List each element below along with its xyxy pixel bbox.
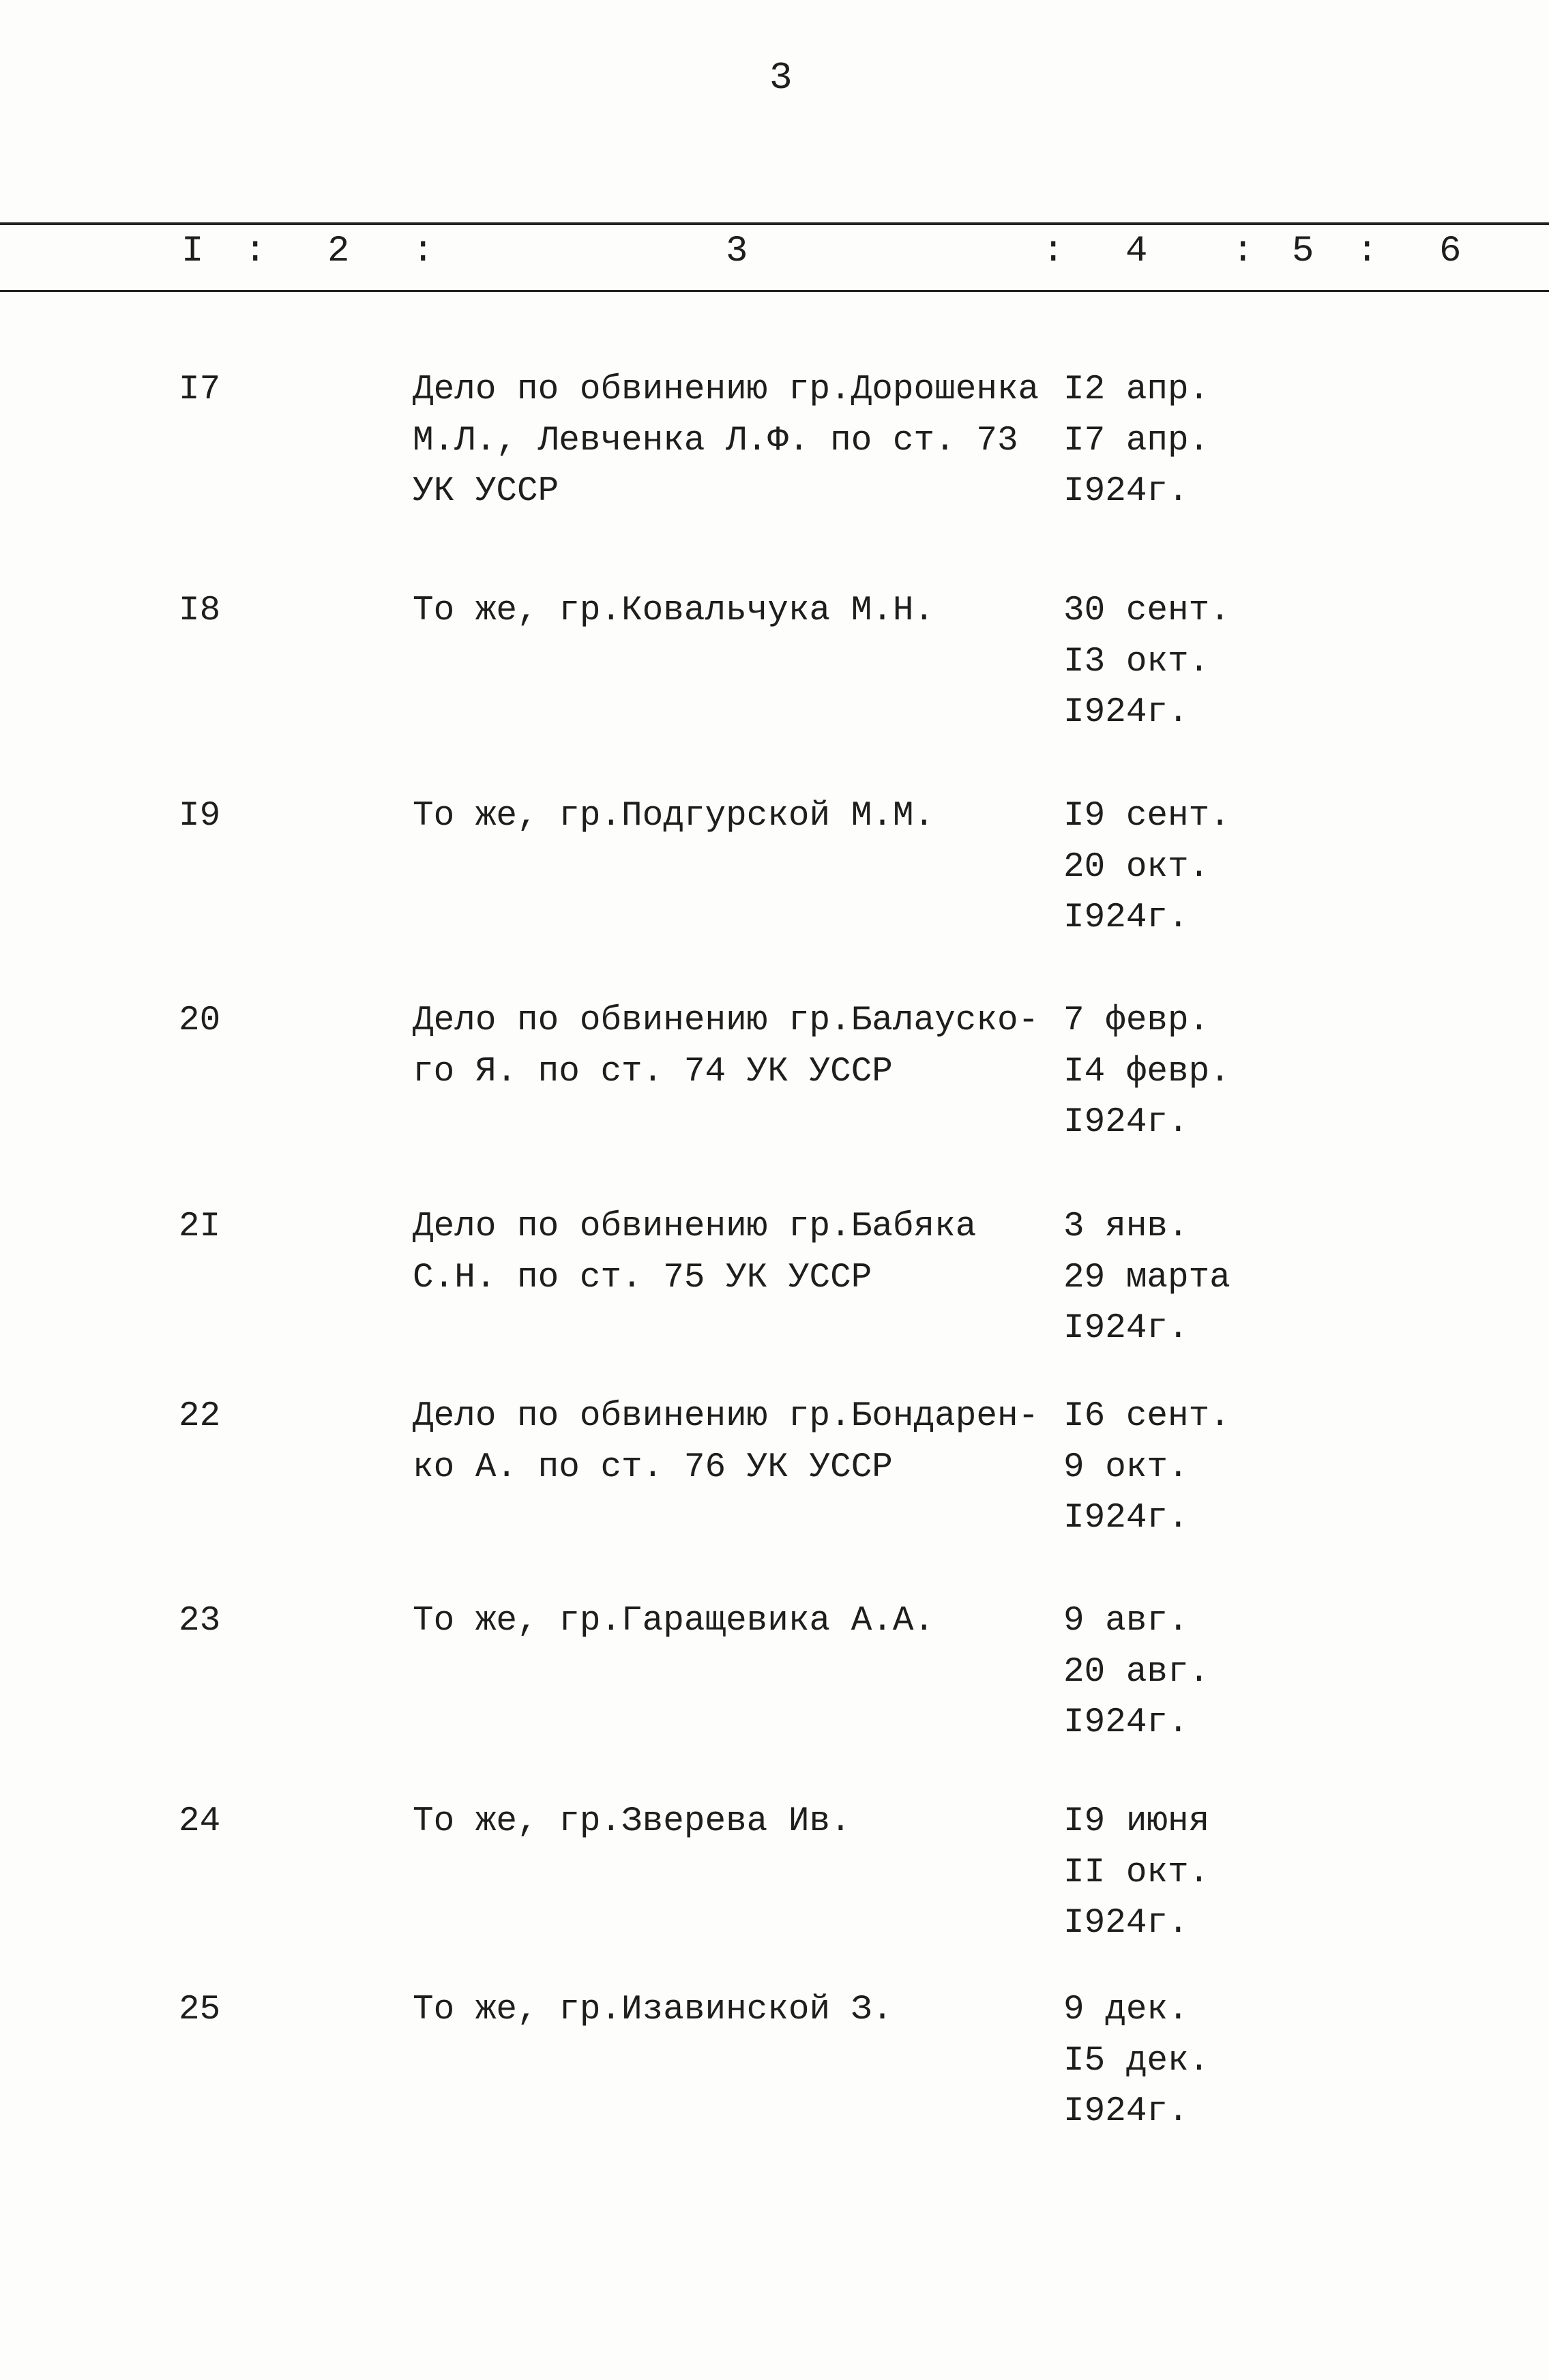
- date-line: 9 авг.: [1063, 1602, 1189, 1641]
- description-line: То же, гр.Зверева Ив.: [413, 1802, 851, 1841]
- date-line: 30 сент.: [1063, 591, 1230, 630]
- column-header-6: 6: [1439, 231, 1462, 272]
- case-dates: [1063, 996, 1230, 1149]
- row-number: 23: [179, 1602, 221, 1641]
- case-dates: [1063, 365, 1209, 518]
- date-line: I924г.: [1063, 1703, 1189, 1742]
- case-description: [413, 365, 1039, 518]
- case-description: [413, 1392, 1039, 1493]
- table-header-bottom-rule: [0, 290, 1549, 292]
- description-line: УК УССР: [413, 472, 559, 511]
- column-header-1: I: [181, 231, 204, 272]
- description-line: С.Н. по ст. 75 УК УССР: [413, 1258, 872, 1297]
- date-line: I924г.: [1063, 1103, 1189, 1142]
- row-number: 24: [179, 1802, 221, 1841]
- date-line: I6 сент.: [1063, 1397, 1230, 1436]
- case-dates: [1063, 586, 1230, 739]
- case-dates: [1063, 791, 1230, 944]
- column-separator: :: [1042, 231, 1065, 272]
- date-line: I924г.: [1063, 1499, 1189, 1538]
- date-line: I924г.: [1063, 898, 1189, 937]
- description-line: М.Л., Левченка Л.Ф. по ст. 73: [413, 421, 1018, 460]
- case-description: [413, 1797, 851, 1848]
- case-description: [413, 1202, 976, 1304]
- date-line: I7 апр.: [1063, 421, 1210, 460]
- description-line: ко А. по ст. 76 УК УССР: [413, 1448, 893, 1487]
- description-line: То же, гр.Гаращевика А.А.: [413, 1602, 935, 1641]
- row-number: 25: [179, 1990, 221, 2029]
- date-line: 20 авг.: [1063, 1652, 1210, 1692]
- date-line: I924г.: [1063, 1904, 1189, 1943]
- date-line: I924г.: [1063, 693, 1189, 732]
- date-line: 29 марта: [1063, 1258, 1230, 1297]
- case-dates: [1063, 1202, 1230, 1355]
- row-number: 20: [179, 1001, 221, 1040]
- date-line: 7 февр.: [1063, 1001, 1210, 1040]
- description-line: Дело по обвинению гр.Бабяка: [413, 1207, 977, 1246]
- date-line: I3 окт.: [1063, 642, 1210, 681]
- date-line: I924г.: [1063, 1309, 1189, 1348]
- description-line: То же, гр.Подгурской М.М.: [413, 797, 935, 836]
- description-line: го Я. по ст. 74 УК УССР: [413, 1052, 893, 1091]
- description-line: То же, гр.Изавинской З.: [413, 1990, 893, 2029]
- date-line: I4 февр.: [1063, 1052, 1230, 1091]
- date-line: I5 дек.: [1063, 2041, 1210, 2081]
- column-separator: :: [244, 231, 267, 272]
- date-line: 3 янв.: [1063, 1207, 1189, 1246]
- case-dates: [1063, 1985, 1209, 2138]
- case-description: [413, 996, 1039, 1098]
- date-line: I9 сент.: [1063, 797, 1230, 836]
- date-line: 9 окт.: [1063, 1448, 1189, 1487]
- case-description: [413, 1596, 934, 1647]
- row-number: I9: [179, 797, 221, 836]
- description-line: То же, гр.Ковальчука М.Н.: [413, 591, 935, 630]
- column-separator: :: [1232, 231, 1254, 272]
- description-line: Дело по обвинению гр.Дорошенка: [413, 370, 1039, 409]
- date-line: II окт.: [1063, 1853, 1210, 1892]
- row-number: I8: [179, 591, 221, 630]
- row-number: 2I: [179, 1207, 221, 1246]
- date-line: 9 дек.: [1063, 1990, 1189, 2029]
- case-dates: [1063, 1797, 1209, 1950]
- row-number: I7: [179, 370, 221, 409]
- date-line: 20 окт.: [1063, 847, 1210, 887]
- case-description: [413, 791, 934, 842]
- column-header-3: 3: [726, 231, 748, 272]
- case-description: [413, 1985, 893, 2036]
- column-header-5: 5: [1292, 231, 1314, 272]
- case-dates: [1063, 1392, 1230, 1544]
- description-line: Дело по обвинению гр.Бондарен-: [413, 1397, 1039, 1436]
- column-separator: :: [1356, 231, 1378, 272]
- case-dates: [1063, 1596, 1209, 1749]
- page-number: 3: [769, 56, 793, 100]
- row-number: 22: [179, 1397, 221, 1436]
- case-description: [413, 586, 934, 637]
- description-line: Дело по обвинению гр.Балауско-: [413, 1001, 1039, 1040]
- column-header-4: 4: [1125, 231, 1148, 272]
- date-line: I2 апр.: [1063, 370, 1210, 409]
- date-line: I9 июня: [1063, 1802, 1210, 1841]
- date-line: I924г.: [1063, 2092, 1189, 2131]
- table-top-rule: [0, 222, 1549, 225]
- column-separator: :: [412, 231, 434, 272]
- column-header-2: 2: [327, 231, 350, 272]
- date-line: I924г.: [1063, 472, 1189, 511]
